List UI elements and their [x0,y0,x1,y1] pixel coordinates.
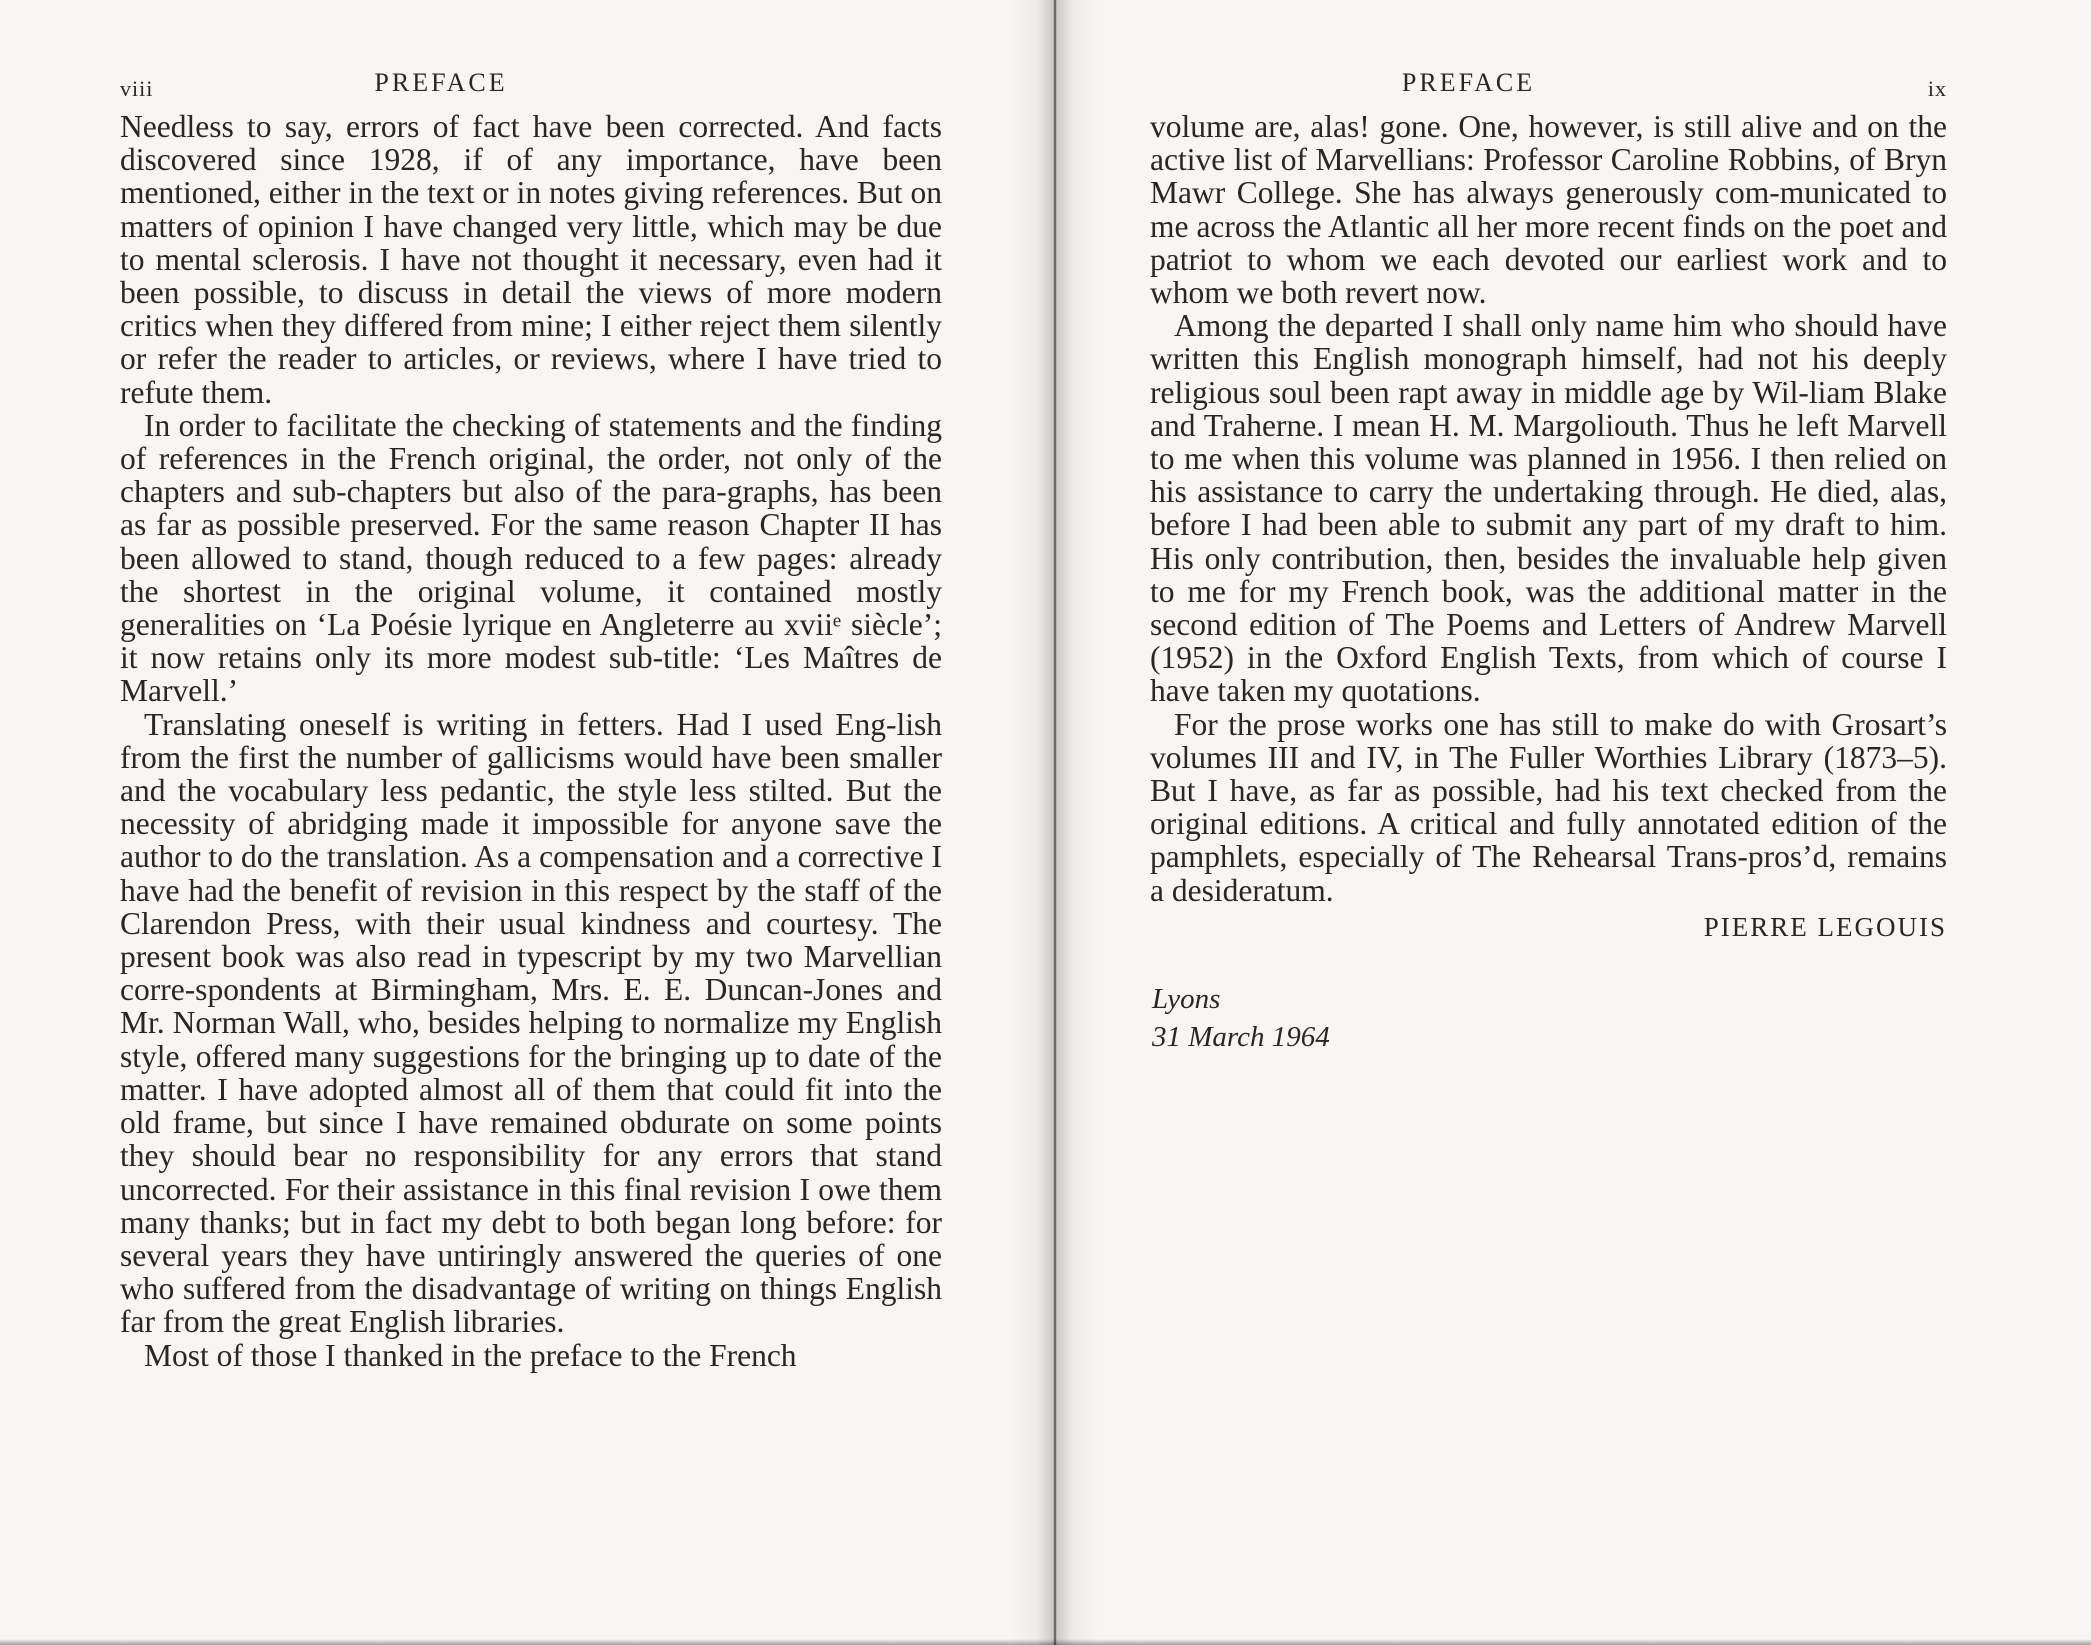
left-page [120,0,942,1645]
paragraph: Among the departed I shall only name him who should have written this English monograph himself, had not his deeply religious soul been rapt away in middle age by Wil-liam Blake and Traherne. I mean H. M. Margoliouth. Thus he left Marvell to me when this volume was planned in 1956. I then relied on his assistance to carry the undertaking through. He died, alas, before I had been able to submit any part of my draft to him. His only contribution, then, besides the invaluable help given to me for my French book, was the additional matter in the second edition of The Poems and Letters of Andrew Marvell (1952) in the Oxford English Texts, from which of course I have taken my quotations. [1150,308,1947,709]
running-head-title: PREFACE [374,68,508,97]
book-gutter [1010,0,1100,1645]
place: Lyons [1152,983,1221,1016]
paragraph: For the prose works one has still to make do with Grosart’s volumes III and IV, in The Fuller Worthies Library (1873–5). But I have, as far as possible, had his text checked from the original editions. A critical and fully annotated edition of the pamphlets, especially of The Rehearsal Trans-pros’d, remains a desideratum. [1150,706,1947,908]
paragraph: Most of those I thanked in the preface to the French [144,1337,797,1373]
page-number: ix [1927,76,1947,101]
page-number: viii [120,76,154,101]
running-head-title: PREFACE [1401,68,1536,97]
body-text [1150,110,1947,1056]
page-bottom-edge [0,1639,2091,1645]
author-signature: PIERRE LEGOUIS [1703,911,1947,942]
right-page [1150,0,1947,1645]
paragraph: volume are, alas! gone. One, however, is still alive and on the active list of Marvellians: Professor Caroline Robbins, of Bryn Mawr College. She has always generously com-municated to me across the Atlantic all her more recent finds on the poet and patriot to whom we each devoted our earliest work and to whom we both revert now. [1150,109,1947,311]
running-head [1150,68,1947,104]
date: 31 March 1964 [1152,1021,1330,1054]
running-head [120,68,942,104]
paragraph: Needless to say, errors of fact have been corrected. And facts discovered since 1928, if of any importance, have been mentioned, either in the text or in notes giving references. But on matters of opinion I have changed very little, which may be due to mental sclerosis. I have not thought it necessary, even had it been possible, to discuss in detail the views of more modern critics when they differed from mine; I either reject them silently or refer the reader to articles, or reviews, where I have tried to refute them. [120,109,942,410]
paragraph: In order to facilitate the checking of statements and the finding of references in the French original, the order, not only of the chapters and sub-chapters but also of the para-graphs, has been as far as possible preserved. For the same reason Chapter II has been allowed to stand, though reduced to a few pages: already the shortest in the original volume, it contained mostly generalities on ‘La Poésie lyrique en Angleterre au xviiᵉ siècle’; it now retains only its more modest sub-title: ‘Les Maîtres de Marvell.’ [120,407,942,709]
body-text [120,110,942,1372]
paragraph: Translating oneself is writing in fetters. Had I used Eng-lish from the first the number of gallicisms would have been smaller and the vocabulary less pedantic, the style less stilted. But the necessity of abridging made it impossible for anyone save the author to do the translation. As a compensation and a corrective I have had the benefit of revision in this respect by the staff of the Clarendon Press, with their usual kindness and courtesy. The present book was also read in typescript by my two Marvellian corre-spondents at Birmingham, Mrs. E. E. Duncan-Jones and Mr. Norman Wall, who, besides helping to normalize my English style, offered many suggestions for the bringing up to date of the matter. I have adopted almost all of them that could fit into the old frame, but since I have remained obdurate on some points they should bear no responsibility for any errors that stand uncorrected. For their assistance in this final revision I owe them many thanks; but in fact my debt to both began long before: for several years they have untiringly answered the queries of one who suffered from the disadvantage of writing on things English far from the great English libraries. [120,706,942,1340]
place-date [1150,980,1947,1056]
